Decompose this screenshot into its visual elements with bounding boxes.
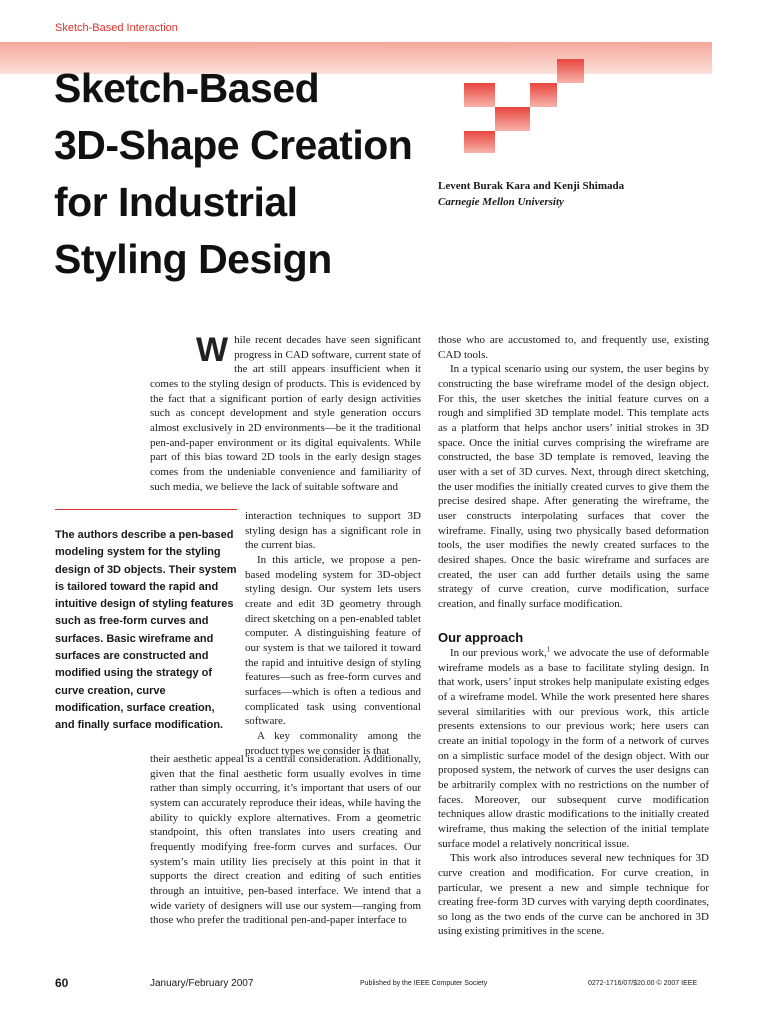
abstract-divider: [55, 509, 237, 510]
author-block: [438, 178, 624, 210]
paragraph-text: we advocate the use of deformable wireframe models as a base to facilitate styling design. In that work, users’ input strokes help manipulate existing edges of a wireframe model. While the work presented here shares several similarities with our previous work, this article presents extensions to our previous work; here users can create an initial topology in the form of a network of curves on a simplistic surface model of the design object. With our proposed system, the network of curves the user designs can be arbitrarily complex with no restrictions on the number of faces. Moreover, our subsequent curve modification techniques allow drastic modifications to the initially created wireframe, thus making the selection of the initial template surface model a relatively noncritical issue.: [438, 647, 709, 850]
body-paragraph: hile recent decades have seen significant progress in CAD software, current state of the art still appears insufficient when it comes to the styling design of products. This is evidenced by the fact that a significant portion of early design activities such as concept development and style generation occurs almost exclusively in 2D environments—be it the traditional pen-and-paper environment or its digital equivalents. While part of this bias toward 2D tools in the early design stages comes from the undeniable convenience and familiarity of such media, we believe the lack of suitable software and: [150, 334, 421, 493]
issue-date: January/February 2007: [150, 978, 254, 989]
abstract-text: The authors describe a pen-based modeling system for the styling design of 3D objects. Their system is tailored toward the rapid and intuitive design of styling features such as free-form curves and surfaces. Basic wireframe and surfaces are constructed and modified using the strategy of curve creation, curve modification, surface creation, and finally surface modification.: [55, 529, 237, 732]
logo-square: [464, 83, 495, 107]
publisher-line: Published by the IEEE Computer Society: [360, 980, 488, 987]
checker-logo-graphic: [462, 56, 612, 156]
author-affiliation: Carnegie Mellon University: [438, 196, 564, 208]
title-line: Sketch-Based: [54, 65, 320, 111]
logo-square: [557, 59, 584, 83]
author-names: Levent Burak Kara and Kenji Shimada: [438, 180, 625, 192]
body-column-2-top: [438, 333, 709, 611]
body-paragraph: In a typical scenario using our system, the user begins by constructing the base wireframe model of the design object. For this, the user sketches the initial feature curves on a rough and simplified 3D template model. This template acts as a platform that helps anchor users’ initial strokes in 3D space. Once the initial curves comprising the wireframe are constructed, the base 3D template is removed, leaving the user with a set of 3D curves. Next, through direct sketching, the user modifies the initially created curves to give them the precise desired shape. After generating the wireframe, the user constructs interpolating surfaces that cover the wireframe. Finally, using two physically based deformation tools, the user modifies the newly created surfaces to the desired shapes. Once the basic wireframe and surfaces are created, the user can add further details using the same strategy of curve creation, curve modification, surface creation, and finally surface modification.: [438, 363, 709, 610]
issn-line: 0272-1716/07/$20.00 © 2007 IEEE: [588, 980, 698, 987]
body-paragraph: This work also introduces several new techniques for 3D curve creation and modification. For curve creation, in particular, we present a new and simple technique for creating free-form 3D curves with varying depth coordinates, so long as the two ends of the curve can be anchored in 3D using existing primitives in the scene.: [438, 852, 709, 938]
paragraph-text: In our previous work,: [450, 647, 547, 659]
body-paragraph: their aesthetic appeal is a central consideration. Additionally, given that the final aesthetic form usually evolves in time rather than simply occurring, it’s important that users of our system can accurately reproduce their ideas, while having the ability to quickly explore alternatives. From a geometric standpoint, this often translates into users creating and frequently modifying free-form curves and surfaces. Our system’s main utility lies precisely at this point in that it supports the direct creation and editing of such entities through an intuitive, pen-based interface. We intend that a wide variety of designers will use our system—ranging from those who prefer the traditional pen-and-paper interface to: [150, 753, 421, 927]
title-line: 3D-Shape Creation: [54, 122, 413, 168]
body-paragraph: interaction techniques to support 3D styling design has a significant role in the current bias.: [245, 510, 421, 552]
body-paragraph: In this article, we propose a pen-based modeling system for 3D-object styling design. Our system lets users create and edit 3D geometry through direct sketching on a pen-enabled tablet computer. A distinguishing feature of our system is that we tailored it toward the rapid and intuitive design of styling features—such as free-form curves and surfaces—which is often a tedious and complicated task using conventional software.: [245, 553, 421, 728]
title-line: Styling Design: [54, 236, 332, 282]
logo-square: [530, 83, 557, 107]
body-column-2-bottom: [438, 646, 709, 939]
logo-square: [495, 107, 530, 131]
body-column-1-top: [150, 333, 421, 494]
body-paragraph: A key commonality among the product types we consider is that: [245, 729, 421, 757]
title-line: for Industrial: [54, 179, 298, 225]
drop-cap: W: [196, 331, 229, 369]
body-paragraph: those who are accustomed to, and frequently use, existing CAD tools.: [438, 334, 709, 361]
page-number: 60: [55, 976, 69, 990]
section-label: Sketch-Based Interaction: [55, 22, 178, 34]
body-paragraph: [438, 646, 709, 851]
article-title: [54, 60, 434, 288]
reference-marker: 1: [546, 645, 551, 654]
logo-square: [464, 131, 495, 153]
body-column-1-bottom: [150, 752, 421, 928]
body-column-1-mid: [245, 509, 421, 758]
section-heading: Our approach: [438, 630, 524, 645]
